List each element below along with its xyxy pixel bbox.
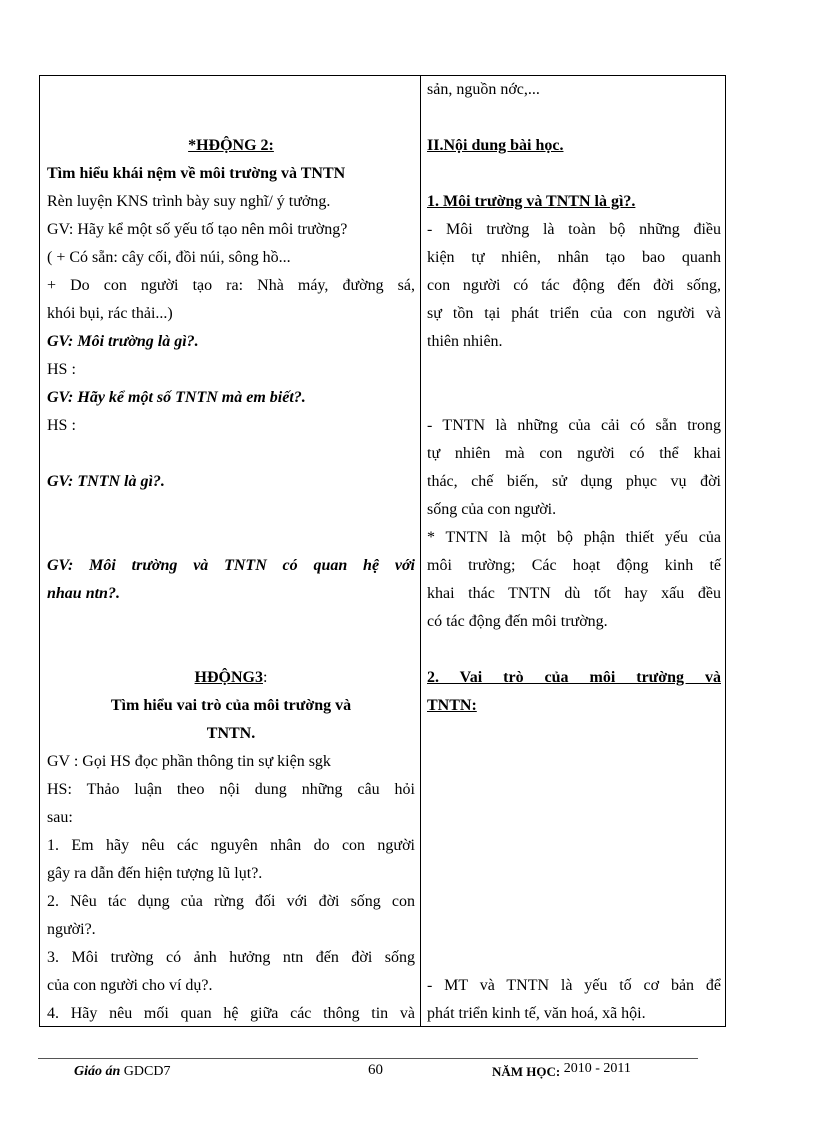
- text-line: sản, nguồn nớc,...: [427, 81, 540, 98]
- lesson-content-column: [427, 76, 721, 1028]
- text-line: thác, chế biến, sử dụng phục vụ đời: [427, 473, 721, 490]
- text-line: khói bụi, rác thải...): [47, 305, 173, 322]
- column-divider: [420, 76, 421, 1026]
- activity-3-title-text: HĐỘNG3: [194, 669, 263, 686]
- footer-subject: GDCD7: [123, 1064, 171, 1079]
- text-line: có tác động đến môi trường.: [427, 613, 608, 630]
- text-line: kiện tự nhiên, nhân tạo bao quanh: [427, 249, 721, 266]
- text-line: người?.: [47, 921, 96, 938]
- text-line: HS: Thảo luận theo nội dung những câu hỏi: [47, 781, 415, 798]
- activity-3-title: [47, 664, 415, 692]
- text-line: - TNTN là những của cải có sẵn trong: [427, 417, 721, 434]
- activity-2-title: *HĐỘNG 2:: [188, 137, 274, 154]
- text-line: của con người cho ví dụ?.: [47, 977, 213, 994]
- footer-doc-label: [74, 1064, 170, 1080]
- teacher-question: GV: Hãy kể một số TNTN mà em biết?.: [47, 389, 306, 406]
- text-line: sau:: [47, 809, 73, 826]
- text-line: phát triển kinh tế, văn hoá, xã hội.: [427, 1005, 646, 1022]
- text-line: con người có tác động đến đời sống,: [427, 277, 721, 294]
- activity-3-subtitle: Tìm hiểu vai trò của môi trường và: [110, 697, 352, 714]
- footer-rule: [38, 1058, 698, 1059]
- text-line: Rèn luyện KNS trình bày suy nghĩ/ ý tưởng.: [47, 193, 331, 210]
- teacher-question: GV: TNTN là gì?.: [47, 473, 165, 490]
- text-line: thiên nhiên.: [427, 333, 503, 350]
- text-line: 4. Hãy nêu mối quan hệ giữa các thông tin và: [47, 1005, 415, 1022]
- text-line: GV : Gọi HS đọc phần thông tin sự kiện sgk: [47, 753, 331, 770]
- text-line: ( + Có sẵn: cây cối, đồi núi, sông hồ...: [47, 249, 291, 266]
- text-line: - Môi trường là toàn bộ những điều: [427, 221, 721, 238]
- teacher-question: GV: Môi trường là gì?.: [47, 333, 199, 350]
- section-heading: II.Nội dung bài học.: [427, 137, 564, 154]
- text-line: gây ra dẫn đến hiện tượng lũ lụt?.: [47, 865, 263, 882]
- activity-2-subtitle: Tìm hiểu khái nệm về môi trường và TNTN: [47, 165, 346, 182]
- footer-year: 2010 - 2011: [563, 1061, 631, 1076]
- footer-doc-type: Giáo án: [74, 1064, 121, 1079]
- text-line: sống của con người.: [427, 501, 557, 518]
- text-line: sự tồn tại phát triển của con người và: [427, 305, 721, 322]
- teacher-question: nhau ntn?.: [47, 585, 120, 602]
- text-line: 2. Nêu tác dụng của rừng đối với đời sống con: [47, 893, 415, 910]
- footer-school-year: [492, 1061, 631, 1081]
- text-line: môi trường; Các hoạt động kinh tế: [427, 557, 721, 574]
- teacher-activities-column: [47, 76, 415, 1028]
- subsection-heading: TNTN:: [427, 697, 477, 714]
- text-line: + Do con người tạo ra: Nhà máy, đường sá,: [47, 277, 415, 294]
- text-line: tự nhiên mà con người có thể khai: [427, 445, 721, 462]
- activity-3-title-colon: :: [263, 669, 268, 686]
- text-line: - MT và TNTN là yếu tố cơ bản để: [427, 977, 721, 994]
- subsection-heading: 2. Vai trò của môi trường và: [427, 669, 721, 686]
- student-answer: HS :: [47, 417, 76, 434]
- teacher-question: GV: Môi trường và TNTN có quan hệ với: [47, 557, 415, 574]
- text-line: GV: Hãy kể một số yếu tố tạo nên môi trường?: [47, 221, 348, 238]
- subsection-heading: 1. Môi trường và TNTN là gì?.: [427, 193, 636, 210]
- page-number: 60: [368, 1062, 383, 1078]
- text-line: * TNTN là một bộ phận thiết yếu của: [427, 529, 721, 546]
- activity-3-subtitle: TNTN.: [206, 725, 256, 742]
- student-answer: HS :: [47, 361, 76, 378]
- text-line: 3. Môi trường có ảnh hưởng ntn đến đời sống: [47, 949, 415, 966]
- footer-year-label: NĂM HỌC:: [492, 1064, 561, 1079]
- text-line: 1. Em hãy nêu các nguyên nhân do con người: [47, 837, 415, 854]
- text-line: khai thác TNTN dù tốt hay xấu đều: [427, 585, 721, 602]
- lesson-table: [39, 75, 726, 1027]
